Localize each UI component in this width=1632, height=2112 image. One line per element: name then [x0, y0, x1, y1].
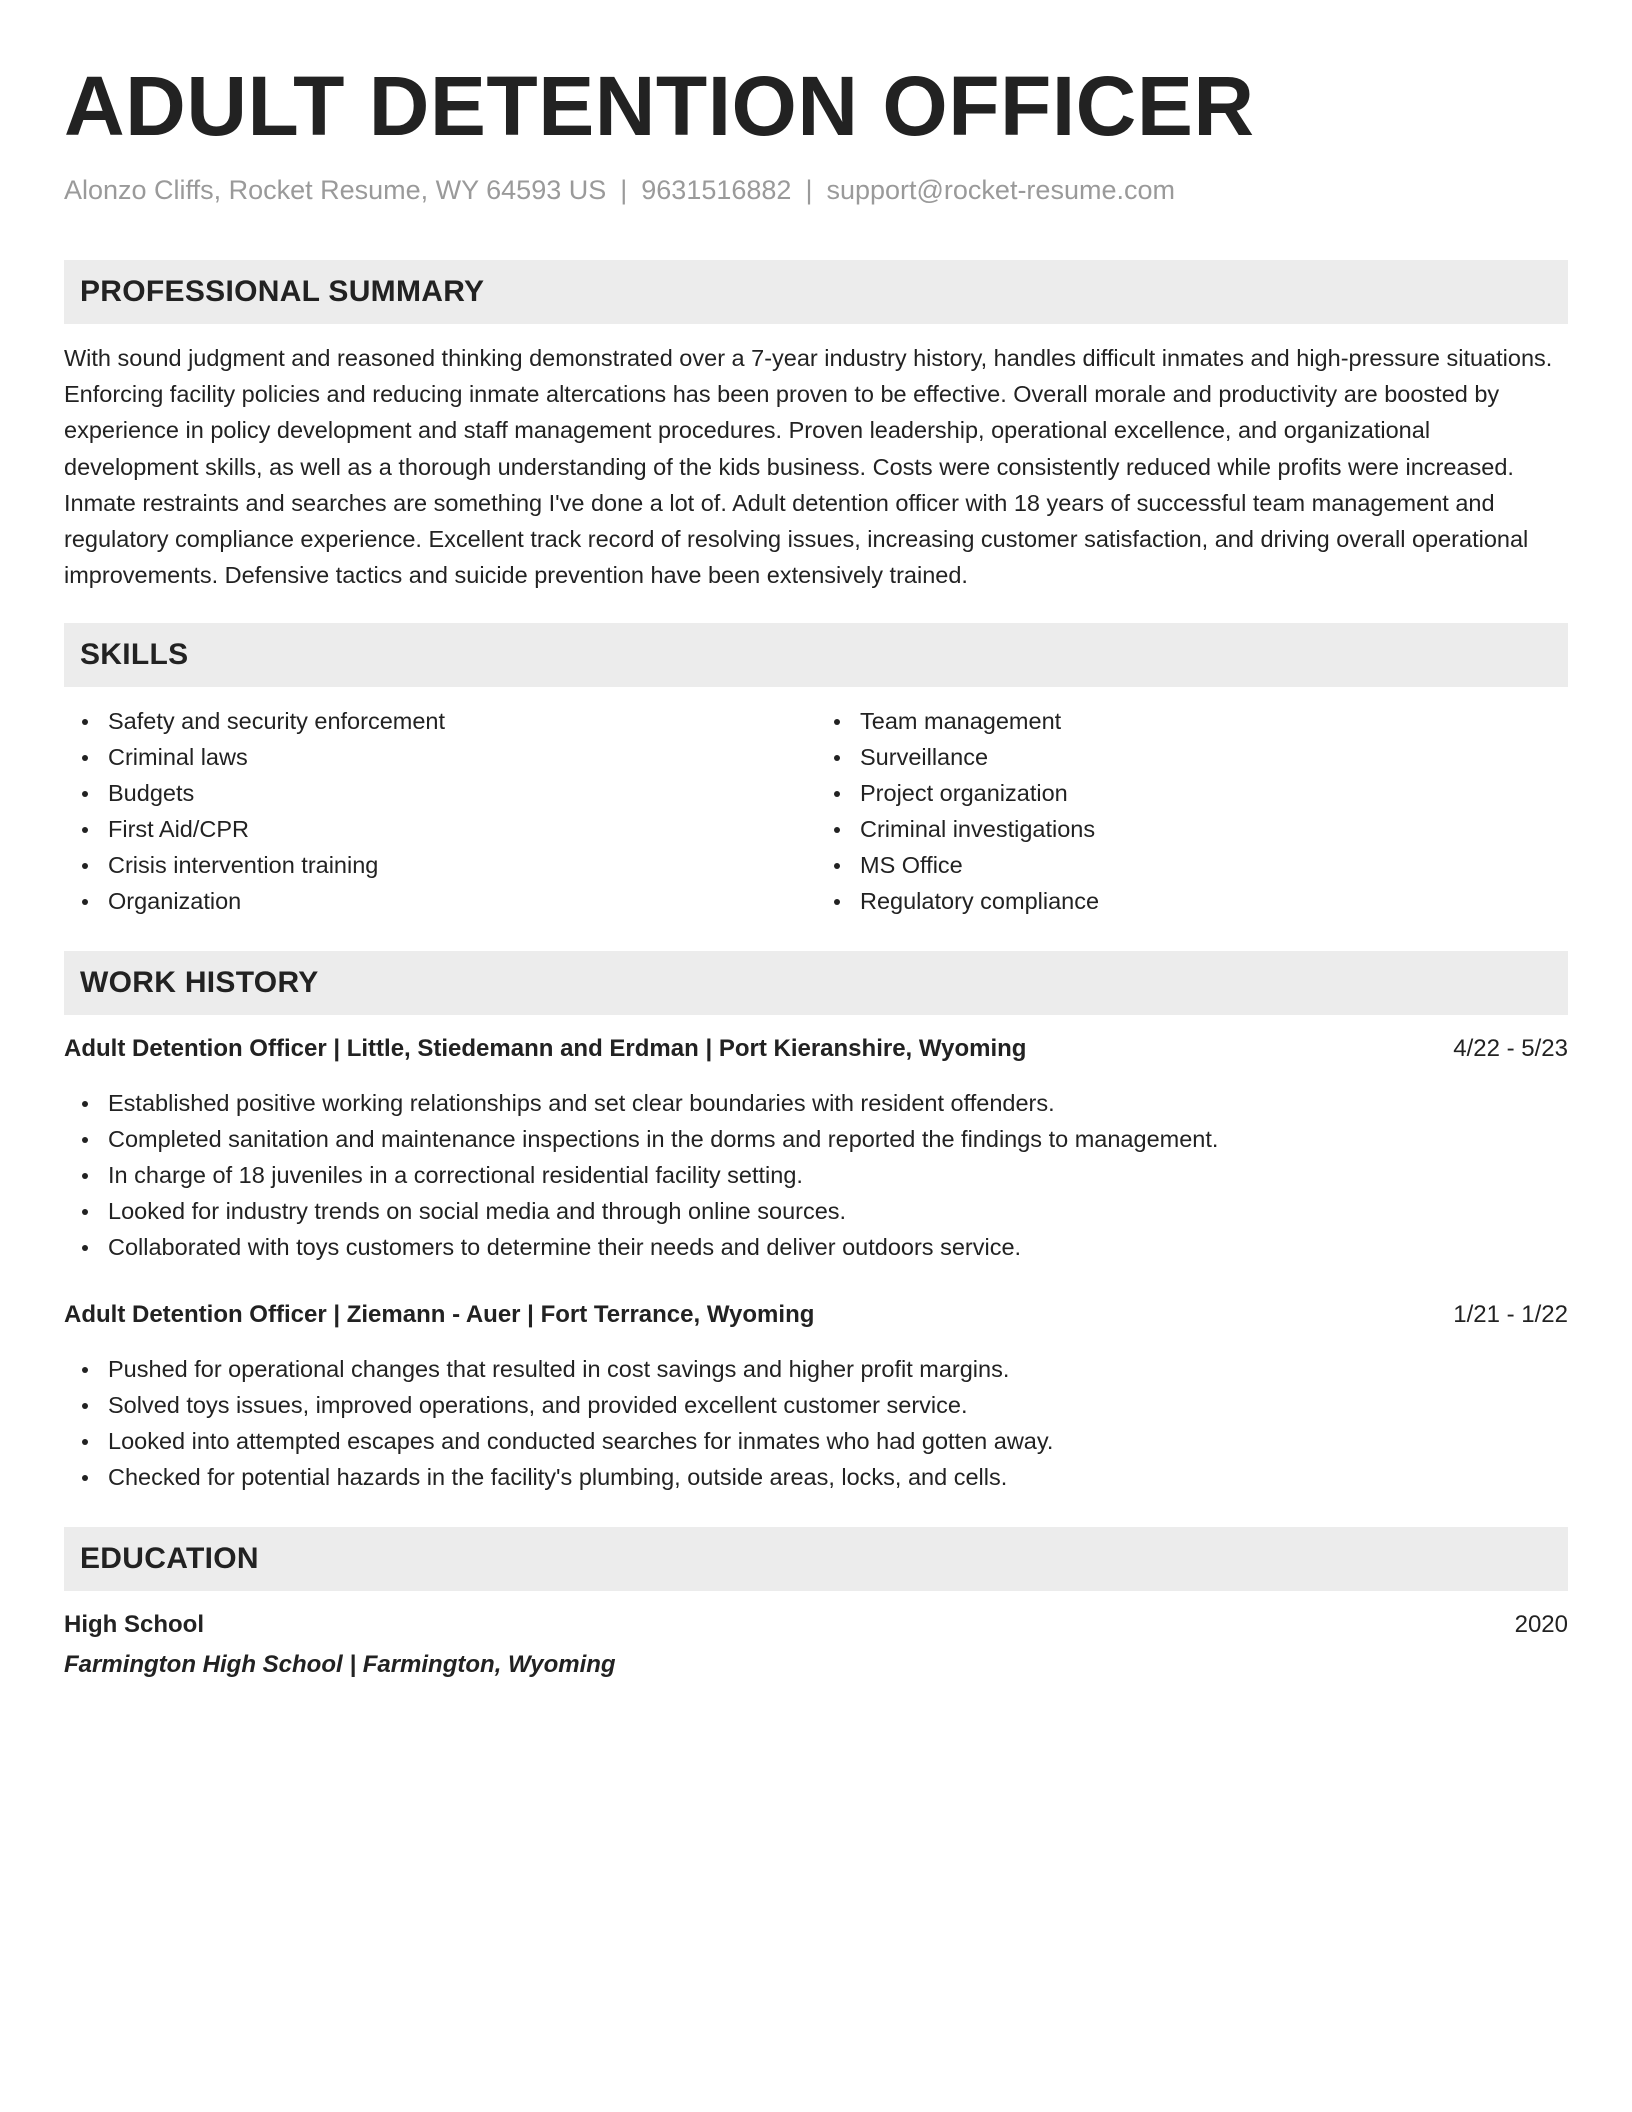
skill-item: Budgets [64, 775, 816, 811]
job-bullet: Checked for potential hazards in the facility's plumbing, outside areas, locks, and cells. [64, 1459, 1568, 1495]
job-entry [64, 1297, 1568, 1495]
education-school: Farmington High School | Farmington, Wyoming [64, 1651, 616, 1679]
job-bullet: Looked into attempted escapes and conducted searches for inmates who had gotten away. [64, 1423, 1568, 1459]
education-degree: High School [64, 1611, 204, 1639]
contact-separator: | [620, 175, 628, 205]
skill-item: Regulatory compliance [816, 883, 1568, 919]
skill-item: Safety and security enforcement [64, 703, 816, 739]
skill-item: Surveillance [816, 739, 1568, 775]
section-header-skills: SKILLS [64, 623, 1568, 687]
contact-line [64, 172, 1568, 208]
job-entry [64, 1031, 1568, 1265]
job-dates: 1/21 - 1/22 [1453, 1301, 1568, 1329]
job-title: Adult Detention Officer | Ziemann - Auer | Fort Terrance, Wyoming [64, 1301, 815, 1329]
education-year: 2020 [1514, 1611, 1568, 1639]
job-bullet: In charge of 18 juveniles in a correctional residential facility setting. [64, 1157, 1568, 1193]
job-bullets [64, 1351, 1568, 1495]
skill-item: MS Office [816, 847, 1568, 883]
contact-email: support@rocket-resume.com [826, 175, 1175, 205]
contact-phone: 9631516882 [641, 175, 792, 205]
job-bullet: Pushed for operational changes that resulted in cost savings and higher profit margins. [64, 1351, 1568, 1387]
job-header [64, 1297, 1568, 1333]
skills-list-right [816, 703, 1568, 919]
job-bullet: Looked for industry trends on social media and through online sources. [64, 1193, 1568, 1229]
summary-text: With sound judgment and reasoned thinking demonstrated over a 7-year industry history, handles difficult inmates and high-pressure situations. Enforcing facility policies and reducing inmate altercations has been proven to be effective. Overall morale and productivity are boosted by experience in policy development and staff management procedures. Proven leadership, operational excellence, and organizational development skills, as well as a thorough understanding of the kids business. Costs were consistently reduced while profits were increased. Inmate restraints and searches are something I've done a lot of. Adult detention officer with 18 years of successful team management and regulatory compliance experience. Excellent track record of resolving issues, increasing customer satisfaction, and driving overall operational improvements. Defensive tactics and suicide prevention have been extensively trained. [64, 345, 1553, 589]
job-title: Adult Detention Officer | Little, Stiedemann and Erdman | Port Kieranshire, Wyoming [64, 1035, 1027, 1063]
skill-item: Organization [64, 883, 816, 919]
skills-columns [64, 703, 1568, 919]
resume-name-title: ADULT DETENTION OFFICER [64, 59, 1255, 153]
skill-item: Crisis intervention training [64, 847, 816, 883]
skill-item: Criminal investigations [816, 811, 1568, 847]
job-dates: 4/22 - 5/23 [1453, 1035, 1568, 1063]
job-bullet: Completed sanitation and maintenance inspections in the dorms and reported the findings to management. [64, 1121, 1568, 1157]
skills-list-left [64, 703, 816, 919]
job-bullet: Established positive working relationships and set clear boundaries with resident offenders. [64, 1085, 1568, 1121]
education-header [64, 1607, 1568, 1643]
job-bullet: Solved toys issues, improved operations, and provided excellent customer service. [64, 1387, 1568, 1423]
section-header-summary: PROFESSIONAL SUMMARY [64, 260, 1568, 324]
contact-separator: | [805, 175, 813, 205]
contact-address: Alonzo Cliffs, Rocket Resume, WY 64593 US [64, 175, 607, 205]
skill-item: Team management [816, 703, 1568, 739]
job-header [64, 1031, 1568, 1067]
job-bullet: Collaborated with toys customers to determine their needs and deliver outdoors service. [64, 1229, 1568, 1265]
skill-item: First Aid/CPR [64, 811, 816, 847]
job-bullets [64, 1085, 1568, 1265]
section-header-education: EDUCATION [64, 1527, 1568, 1591]
skill-item: Criminal laws [64, 739, 816, 775]
skill-item: Project organization [816, 775, 1568, 811]
section-header-work-history: WORK HISTORY [64, 951, 1568, 1015]
